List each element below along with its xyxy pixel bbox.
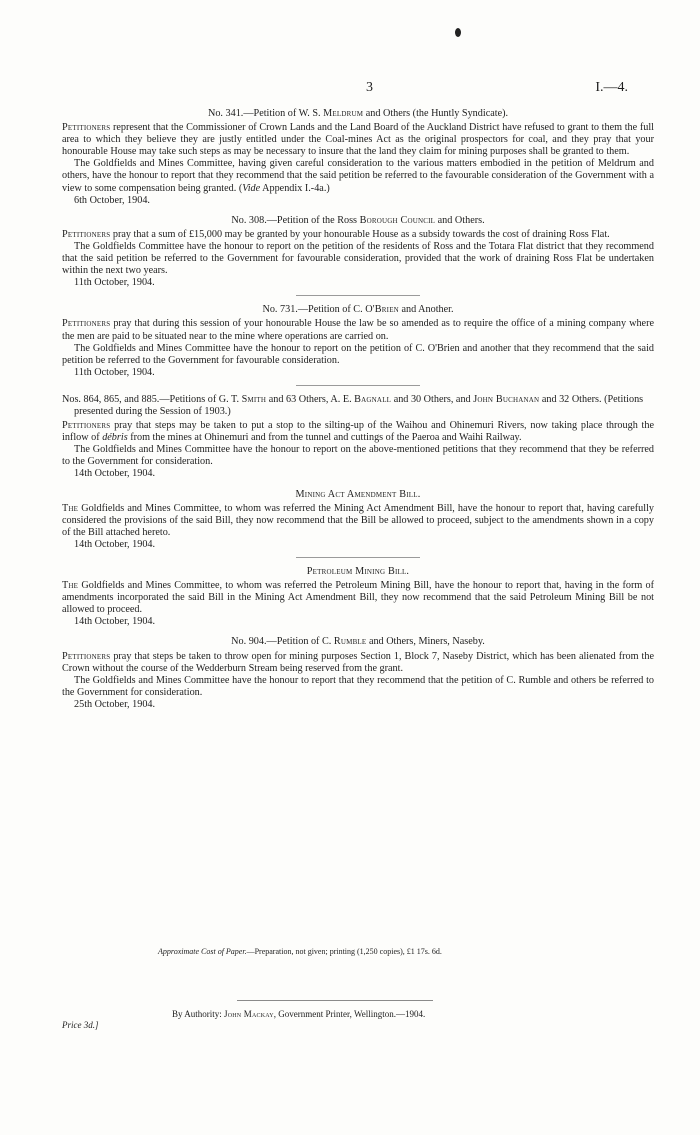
report-date: 11th October, 1904. <box>74 277 155 289</box>
committee-report: The Goldfields and Mines Committee, having given careful consideration to the various matters embodied in the petition of Meldrum and others, have the honour to report that they recommend that the said petition be referred to the favourable consideration of the Government with a view to some compensation being granted. (Vide Appendix I.-4a.) <box>62 158 654 194</box>
price-label: Price 3d.] <box>62 1020 99 1030</box>
committee-report: The Goldfields and Mines Committee, to whom was referred the Mining Act Amendment Bill, have the honour to report that, having carefully considered the provisions of the said Bill, they now recommend that the Bill be allowed to proceed, subject to the amendments shown in a copy of the Bill attached hereto. <box>62 502 654 538</box>
committee-report: The Goldfields and Mines Committee, to whom was referred the Petroleum Mining Bill, have the honour to report that, having in the form of amendments incorporated the said Bill in the Mining Act Amendment Bill, they now recommend that the said Petroleum Mining Bill be not allowed to proceed. <box>62 580 654 616</box>
cost-of-paper: Approximate Cost of Paper.—Preparation, not given; printing (1,250 copies), £1 17s. 6d. <box>158 947 442 956</box>
section-divider <box>296 295 420 296</box>
section-title: No. 308.—Petition of the Ross Borough Council and Others. <box>231 214 485 226</box>
report-date: 11th October, 1904. <box>74 366 155 378</box>
petition-text: Petitioners pray that steps may be taken to put a stop to the silting-up of the Waihou and Ohinemuri Rivers, now taking place through the inflow of débris from the mines at Ohinemuri and from the tunnel and cuttings of the Paeroa and Waihi Railway. <box>62 420 654 444</box>
committee-report: The Goldfields Committee have the honour to report on the petition of the residents of Ross and the Totara Flat district that they recommend that the said petition be referred to the Government for favourable consideration, provided that the work of draining Ross Flat be undertaken within the next two years. <box>62 240 654 277</box>
printer-imprint: By Authority: John Mackay, Government Printer, Wellington.—1904. <box>172 1009 426 1019</box>
petitions-864-865-885 <box>62 394 654 481</box>
petition-text: Petitioners represent that the Commissioner of Crown Lands and the Land Board of the Auckland District have refused to grant to them the full area to which they believe they are justly entitled under the Coal-mines Act as the original prospectors for coal, and they pray that your honourable House may take such steps as may be necessary to insure that the land they claim for mining purposes shall be granted to them. <box>62 122 654 158</box>
petition-731 <box>62 304 654 379</box>
petition-text: Petitioners pray that steps be taken to throw open for mining purposes Section 1, Block 7, Naseby District, which has been alienated from the Crown without the course of the Wedderburn Stream being reserved from the grant. <box>62 650 654 674</box>
section-divider <box>296 385 420 386</box>
report-date: 14th October, 1904. <box>74 538 156 550</box>
section-title: No. 731.—Petition of C. O'Brien and Another. <box>262 304 454 316</box>
report-date: 6th October, 1904. <box>74 194 150 206</box>
footer-divider <box>237 1000 433 1001</box>
section-divider <box>296 557 420 558</box>
mining-act-amendment-bill <box>62 489 654 551</box>
ink-mark <box>455 28 461 37</box>
report-date: 25th October, 1904. <box>74 698 156 710</box>
petition-text: Petitioners pray that a sum of £15,000 may be granted by your honourable House as a subsidy towards the cost of draining Ross Flat. <box>62 228 610 240</box>
report-date: 14th October, 1904. <box>74 616 156 628</box>
petition-308 <box>62 215 654 290</box>
committee-report: The Goldfields and Mines Committee have the honour to report that they recommend that the petition of C. Rumble and others be referred to the Government for consideration. <box>62 674 654 698</box>
paper-reference: I.—4. <box>595 80 628 95</box>
page-number: 3 <box>366 80 373 95</box>
page-header <box>0 80 700 96</box>
petition-904 <box>62 636 654 711</box>
petroleum-mining-bill <box>62 566 654 628</box>
committee-report: The Goldfields and Mines Committee have the honour to report on the above-mentioned petitions that they recommend that they be referred to the Government for consideration. <box>62 444 654 468</box>
report-date: 14th October, 1904. <box>74 468 156 480</box>
report-body <box>62 108 654 711</box>
committee-report: The Goldfields and Mines Committee have the honour to report on the petition of C. O'Brien and another that they recommend that the said petition be referred to the Government for favourable consideration. <box>62 342 654 366</box>
petition-text: Petitioners pray that during this session of your honourable House the law be so amended as to require the office of a mining company where the men are paid to be situated near to the mine where operations are carried on. <box>62 318 654 342</box>
petition-341 <box>62 108 654 207</box>
section-title: Mining Act Amendment Bill. <box>295 488 421 500</box>
section-title: No. 904.—Petition of C. Rumble and Others, Miners, Naseby. <box>231 636 485 648</box>
section-title: Petroleum Mining Bill. <box>306 566 410 577</box>
section-title: No. 341.—Petition of W. S. Meldrum and Others (the Huntly Syndicate). <box>207 108 509 119</box>
section-title: Nos. 864, 865, and 885.—Petitions of G. T. Smith and 63 Others, A. E. Bagnall and 30 Others, and John Buchanan and 32 Others. (Petitions presented during the Session of 1903.) <box>62 393 644 417</box>
